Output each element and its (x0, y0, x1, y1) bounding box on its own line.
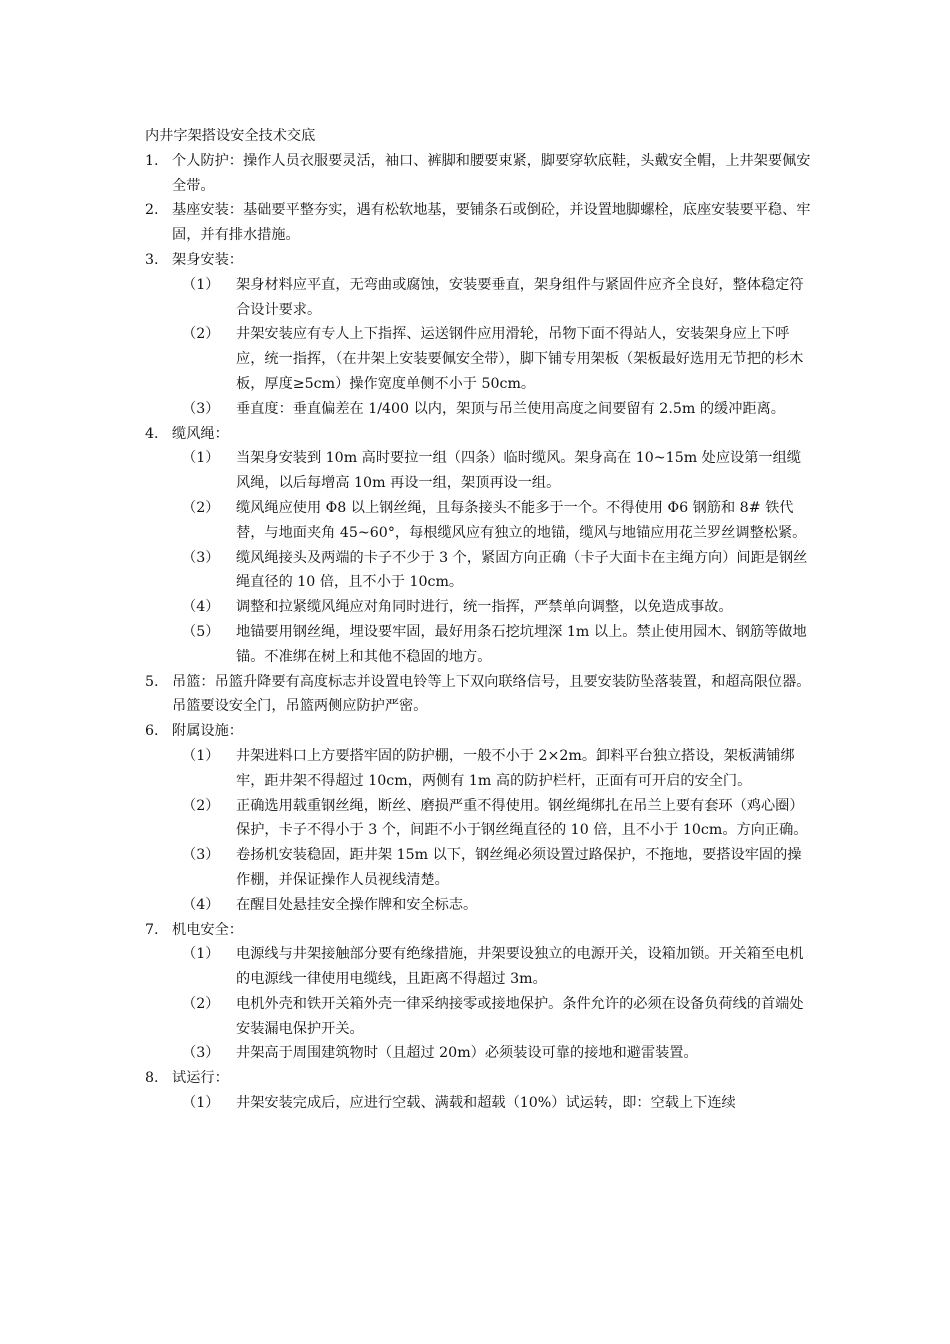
sub-list-item (145, 1041, 815, 1066)
item-text: 机电安全： (172, 921, 243, 938)
sub-list-item (145, 942, 815, 992)
sub-item-number: （2） (182, 326, 220, 343)
item-text: 试运行： (172, 1070, 229, 1087)
sub-list-item (145, 843, 815, 893)
sub-item-text: 井架高于周围建筑物时（且超过 20m）必须装设可靠的接地和避雷装置。 (236, 1045, 698, 1062)
sub-item-text: 井架安装完成后，应进行空载、满载和超载（10%）试运转，即：空载上下连续 (236, 1095, 736, 1112)
sub-item-number: （4） (182, 896, 220, 913)
sub-item-text: 缆风绳接头及两端的卡子不少于 3 个，紧固方向正确（卡子大面卡在主绳方向）间距是钢丝绳直径的 10 倍，且不小于 10cm。 (236, 549, 808, 591)
sub-item-number: （3） (182, 400, 220, 417)
sub-list-item (145, 595, 815, 620)
item-number: 5. (145, 673, 159, 690)
sub-list-item (145, 992, 815, 1042)
sub-list-item (145, 794, 815, 844)
sub-item-text: 地锚要用钢丝绳，埋设要牢固，最好用条石挖坑埋深 1m 以上。禁止使用园木、钢筋等做地锚。不准绑在树上和其他不稳固的地方。 (236, 623, 807, 665)
item-text: 架身安装： (172, 251, 243, 268)
sub-list-item (145, 1091, 815, 1116)
sub-list-item (145, 446, 815, 496)
document-body (145, 124, 815, 1116)
item-text: 缆风绳： (172, 425, 229, 442)
list-item (145, 670, 815, 720)
sub-item-text: 井架安装应有专人上下指挥、运送钢件应用滑轮，吊物下面不得站人，安装架身应上下呼应，统一指挥，（在井架上安装要佩安全带），脚下铺专用架板（架板最好选用无节把的杉木板，厚度≥5cm）操作宽度单侧不小于 50cm。 (236, 326, 804, 392)
sub-item-number: （3） (182, 847, 220, 864)
sub-item-number: （3） (182, 1045, 220, 1062)
item-number: 8. (145, 1070, 159, 1087)
item-number: 1. (145, 152, 159, 169)
sub-list-item (145, 322, 815, 396)
sub-item-number: （2） (182, 499, 220, 516)
document-title: 内井字架搭设安全技术交底 (145, 128, 316, 144)
sub-item-text: 正确选用载重钢丝绳，断丝、磨损严重不得使用。钢丝绳绑扎在吊兰上要有套环（鸡心圈）保护，卡子不得小于 3 个，间距不小于钢丝绳直径的 10 倍，且不小于 10cm。方向正确。 (236, 797, 808, 839)
sub-item-text: 卷扬机安装稳固，距井架 15m 以下，钢丝绳必须设置过路保护，不拖地，要搭设牢固的操作棚，并保证操作人员视线清楚。 (236, 847, 802, 888)
sub-item-number: （3） (182, 549, 220, 566)
sub-item-number: （2） (182, 797, 220, 814)
sub-list-item (145, 273, 815, 323)
sub-item-number: （2） (182, 995, 220, 1012)
sub-list-item (145, 744, 815, 794)
item-number: 6. (145, 723, 159, 740)
list-item (145, 248, 815, 273)
sub-item-number: （1） (182, 747, 220, 764)
item-text: 基座安装：基础要平整夯实，遇有松软地基，要铺条石或倒砼，并设置地脚螺栓，底座安装要平稳、牢固，并有排水措施。 (172, 202, 811, 244)
item-text: 个人防护：操作人员衣服要灵活，袖口、裤脚和腰要束紧，脚要穿软底鞋，头戴安全帽，上井架要佩安全带。 (172, 152, 811, 194)
list-item (145, 149, 815, 199)
sub-item-number: （1） (182, 946, 220, 963)
sub-item-number: （1） (182, 1095, 220, 1112)
sub-item-text: 架身材料应平直，无弯曲或腐蚀，安装要垂直，架身组件与紧固件应齐全良好，整体稳定符合设计要求。 (236, 276, 804, 318)
sub-item-text: 电机外壳和铁开关箱外壳一律采纳接零或接地保护。条件允许的必须在设备负荷线的首端处安装漏电保护开关。 (236, 995, 804, 1037)
list-item (145, 198, 815, 248)
sub-list-item (145, 496, 815, 546)
sub-item-text: 电源线与井架接触部分要有绝缘措施，井架要设独立的电源开关，设箱加锁。开关箱至电机的电源线一律使用电缆线，且距离不得超过 3m。 (236, 946, 804, 988)
sub-list-item (145, 893, 815, 918)
sub-item-text: 在醒目处悬挂安全操作牌和安全标志。 (236, 896, 478, 913)
sub-item-number: （4） (182, 599, 220, 616)
sub-item-text: 垂直度：垂直偏差在 1/400 以内，架顶与吊兰使用高度之间要留有 2.5m 的缓冲距离。 (236, 400, 785, 417)
item-number: 4. (145, 425, 159, 442)
sub-list-item (145, 546, 815, 596)
sub-item-text: 缆风绳应使用 Φ8 以上钢丝绳，且每条接头不能多于一个。不得使用 Φ6 钢筋和 8# 铁代替，与地面夹角 45~60°，每根缆风应有独立的地锚，缆风与地锚应用花兰罗丝调整松紧。 (236, 499, 807, 541)
sub-item-text: 调整和拉紧缆风绳应对角同时进行，统一指挥，严禁单向调整，以免造成事故。 (236, 599, 733, 616)
sub-item-text: 当架身安装到 10m 高时要拉一组（四条）临时缆风。架身高在 10~15m 处应设第一组缆风绳，以后每增高 10m 再设一组，架顶再设一组。 (236, 450, 801, 492)
sub-item-number: （1） (182, 450, 220, 467)
item-text: 吊篮：吊篮升降要有高度标志并设置电铃等上下双向联络信号，且要安装防坠落装置，和超高限位器。吊篮要设安全门，吊篮两侧应防护严密。 (172, 673, 811, 715)
item-number: 2. (145, 202, 159, 219)
sub-list-item (145, 620, 815, 670)
item-text: 附属设施： (172, 723, 243, 740)
sub-item-number: （5） (182, 623, 220, 640)
list-item (145, 918, 815, 943)
list-item (145, 1066, 815, 1091)
sub-item-number: （1） (182, 276, 220, 293)
list-item (145, 719, 815, 744)
item-number: 7. (145, 921, 159, 938)
sub-list-item (145, 397, 815, 422)
item-number: 3. (145, 251, 159, 268)
list-item (145, 422, 815, 447)
sub-item-text: 井架进料口上方要搭牢固的防护棚，一般不小于 2×2m。卸料平台独立搭设，架板满铺绑牢，距井架不得超过 10cm，两侧有 1m 高的防护栏杆，正面有可开启的安全门。 (236, 747, 795, 789)
